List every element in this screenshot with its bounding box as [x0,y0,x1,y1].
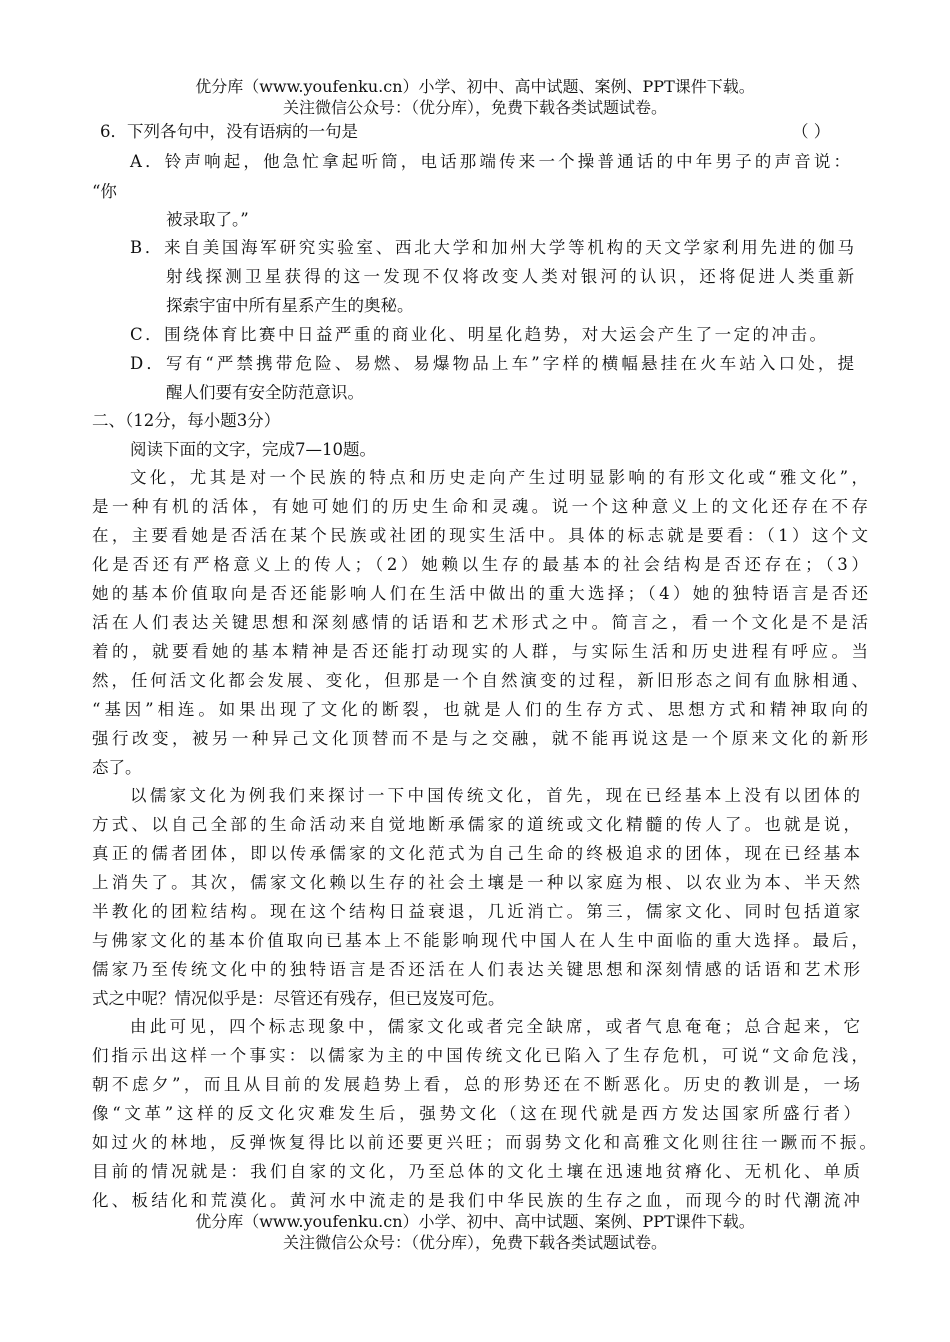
para-3-line-1: 由此可见，四个标志现象中，儒家文化或者完全缺席，或者气息奄奄；总合起来，它 [130,1017,860,1036]
para-3-line-6: 目前的情况就是：我们自家的文化，乃至总体的文化土壤在迅速地贫瘠化、无机化、单质 [92,1162,860,1181]
option-b-line-3: 探索宇宙中所有星系产生的奥秘。 [166,296,414,315]
para-2-line-2: 方式、以自己全部的生命活动来自觉地断承儒家的道统或文化精髓的传人了。也就是说， [92,815,860,834]
para-1-line-9: “基因”相连。如果出现了文化的断裂，也就是人们的生存方式、思想方式和精神取向的 [92,700,868,719]
para-3-line-5: 如过火的林地，反弹恢复得比以前还要更兴旺；而弱势文化和高雅文化则往往一蹶而不振。 [92,1133,876,1152]
para-1-line-1: 文化，尤其是对一个民族的特点和历史走向产生过明显影响的有形文化或“雅文化”， [130,468,868,487]
option-a-line-3: 被录取了。” [166,210,249,229]
para-1-line-4: 化是否还有严格意义上的传人；（2）她赖以生存的最基本的社会结构是否还存在；（3） [92,555,868,574]
section-2-title: 二、（12分，每小题3分） [92,411,281,430]
para-1-line-6: 活在人们表达关键思想和深刻感情的话语和艺术形式之中。简言之，看一个文化是不是活 [92,613,868,632]
option-a-line-1: A．铃声响起，他急忙拿起听筒，电话那端传来一个操普通话的中年男子的声音说： [130,152,850,171]
footer-line-2: 关注微信公众号：（优分库），免费下载各类试题试卷。 [282,1233,667,1252]
para-1-line-11: 态了。 [92,758,142,777]
answer-bracket: （ ） [792,122,831,141]
option-d-line-1: D．写有“严禁携带危险、易燃、易爆物品上车”字样的横幅悬挂在火车站入口处，提 [130,354,854,373]
option-a-line-2: “你 [92,182,117,201]
para-2-line-5: 半教化的团粒结构。现在这个结构日益衰退，几近消亡。第三，儒家文化、同时包括道家 [92,902,860,921]
para-3-line-4: 像“文革”这样的反文化灾难发生后，强势文化（这在现代就是西方发达国家所盛行者） [92,1104,860,1123]
para-1-line-2: 是一种有机的活体，有她可她们的历史生命和灵魂。说一个这种意义上的文化还存在不存 [92,497,868,516]
para-1-line-7: 着的，就要看她的基本精神是否还能打动现实的人群，与实际生活和历史进程有呼应。当 [92,642,868,661]
question-6-stem: 6．下列各句中，没有语病的一句是 [100,122,358,141]
para-1-line-8: 然，任何活文化都会发展、变化，但那是一个自然演变的过程，新旧形态之间有血脉相通、 [92,671,868,690]
para-1-line-5: 她的基本价值取向是否还能影响人们在生活中做出的重大选择；（4）她的独特语言是否还 [92,584,868,603]
para-2-line-6: 与佛家文化的基本价值取向已基本上不能影响现代中国人在人生中面临的重大选择。最后， [92,931,868,950]
para-2-line-8: 式之中呢？情况似乎是：尽管还有残存，但已岌岌可危。 [92,989,505,1008]
para-2-line-1: 以儒家文化为例我们来探讨一下中国传统文化，首先，现在已经基本上没有以团体的 [130,786,860,805]
option-b-line-2: 射线探测卫星获得的这一发现不仅将改变人类对银河的认识，还将促进人类重新 [166,267,854,286]
option-c-line-1: C．围绕体育比赛中日益严重的商业化、明星化趋势，对大运会产生了一定的冲击。 [130,325,826,344]
option-d-line-2: 醒人们要有安全防范意识。 [166,383,364,402]
header-line-2: 关注微信公众号：（优分库），免费下载各类试题试卷。 [282,98,667,117]
para-1-line-10: 强行改变，被另一种异己文化顶替而不是与之交融，就不能再说这是一个原来文化的新形 [92,729,868,748]
section-2-instruction: 阅读下面的文字，完成7—10题。 [130,440,376,459]
para-2-line-3: 真正的儒者团体，即以传承儒家的文化范式为自己生命的终极追求的团体，现在已经基本 [92,844,860,863]
para-3-line-2: 们指示出这样一个事实：以儒家为主的中国传统文化已陷入了生存危机，可说“文命危浅， [92,1046,868,1065]
header-line-1: 优分库（www.youfenku.cn）小学、初中、高中试题、案例、PPT课件下载。 [195,77,755,96]
para-3-line-3: 朝不虑夕”，而且从目前的发展趋势上看，总的形势还在不断恶化。历史的教训是，一场 [92,1075,860,1094]
footer-line-1: 优分库（www.youfenku.cn）小学、初中、高中试题、案例、PPT课件下载。 [195,1212,755,1231]
para-2-line-4: 上消失了。其次，儒家文化赖以生存的社会土壤是一种以家庭为根、以农业为本、半天然 [92,873,860,892]
option-b-line-1: B．来自美国海军研究实验室、西北大学和加州大学等机构的天文学家利用先进的伽马 [130,238,854,257]
para-1-line-3: 在，主要看她是否活在某个民族或社团的现实生活中。具体的标志就是要看：（1）这个文 [92,526,868,545]
para-2-line-7: 儒家乃至传统文化中的独特语言是否还活在人们表达关键思想和深刻情感的话语和艺术形 [92,960,860,979]
para-3-line-7: 化、板结化和荒漠化。黄河水中流走的是我们中华民族的生存之血，而现今的时代潮流冲 [92,1191,860,1210]
